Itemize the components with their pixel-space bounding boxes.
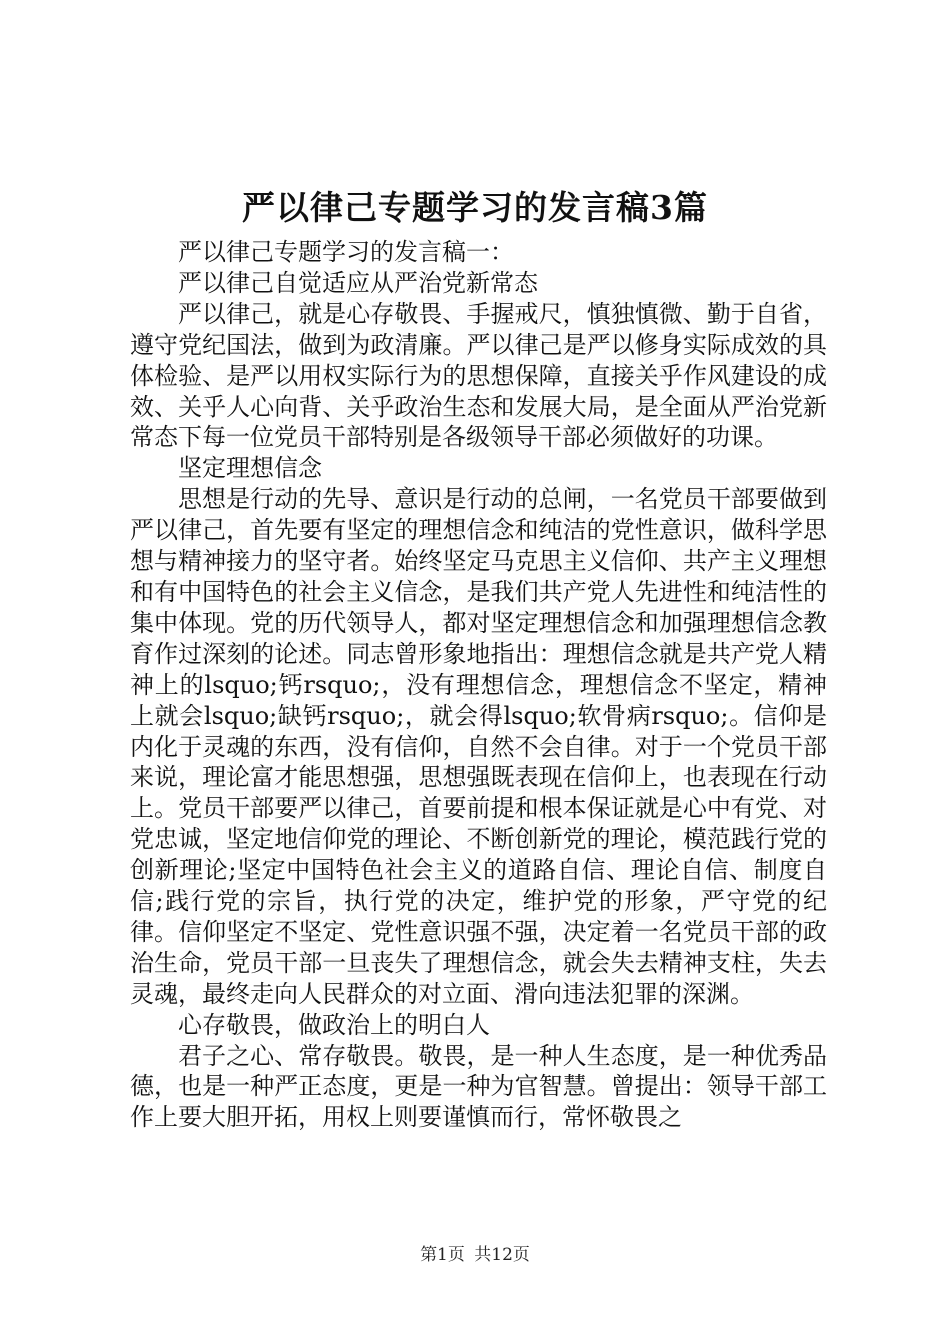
subsection-heading: 心存敬畏，做政治上的明白人 [178,1010,490,1039]
page-number: 第1页 [420,1245,465,1265]
document-title: 严以律己专题学习的发言稿3篇 [242,188,708,227]
body-paragraph: 思想是行动的先导、意识是行动的总闸，一名党员干部要做到严以律己，首先要有坚定的理想信念和纯洁的党性意识，做科学思想与精神接力的坚守者。始终坚定马克思主义信仰、共产主义理想和有中国特色的社会主义信念，是我们共产党人先进性和纯洁性的集中体现。党的历代领导人，都对坚定理想信念和加强理想信念教育作过深刻的论述。同志曾形象地指出：理想信念就是共产党人精神上的lsquo;钙rsquo;，没有理想信念，理想信念不坚定，精神上就会lsquo;缺钙rsquo;，就会得lsquo;软骨病rsquo;。信仰是内化于灵魂的东西，没有信仰，自然不会自律。对于一个党员干部来说，理论富才能思想强，思想强既表现在信仰上，也表现在行动上。党员干部要严以律己，首要前提和根本保证就是心中有党、对党忠诚，坚定地信仰党的理论、不断创新党的理论，模范践行党的创新理论;坚定中国特色社会主义的道路自信、理论自信、制度自信;践行党的宗旨，执行党的决定，维护党的形象，严守党的纪律。信仰坚定不坚定、党性意识强不强，决定着一名党员干部的政治生命，党员干部一旦丧失了理想信念，就会失去精神支柱，失去灵魂，最终走向人民群众的对立面、滑向违法犯罪的深渊。 [130,485,827,1008]
body-paragraph: 严以律己，就是心存敬畏、手握戒尺，慎独慎微、勤于自省，遵守党纪国法，做到为政清廉。严以律己是严以修身实际成效的具体检验、是严以用权实际行为的思想保障，直接关乎作风建设的成效、关乎人心向背、关乎政治生态和发展大局，是全面从严治党新常态下每一位党员干部特别是各级领导干部必须做好的功课。 [130,299,827,452]
section-intro-line: 严以律己专题学习的发言稿一： [178,238,514,266]
page-total: 共12页 [474,1245,530,1265]
subsection-heading: 坚定理想信念 [178,454,322,483]
page-footer [0,1243,950,1267]
section-heading: 严以律己自觉适应从严治党新常态 [178,268,538,297]
document-body [130,237,827,1133]
body-paragraph: 君子之心、常存敬畏。敬畏，是一种人生态度，是一种优秀品德，也是一种严正态度，更是一种为官智慧。曾提出：领导干部工作上要大胆开拓，用权上则要谨慎而行，常怀敬畏之 [130,1041,827,1132]
